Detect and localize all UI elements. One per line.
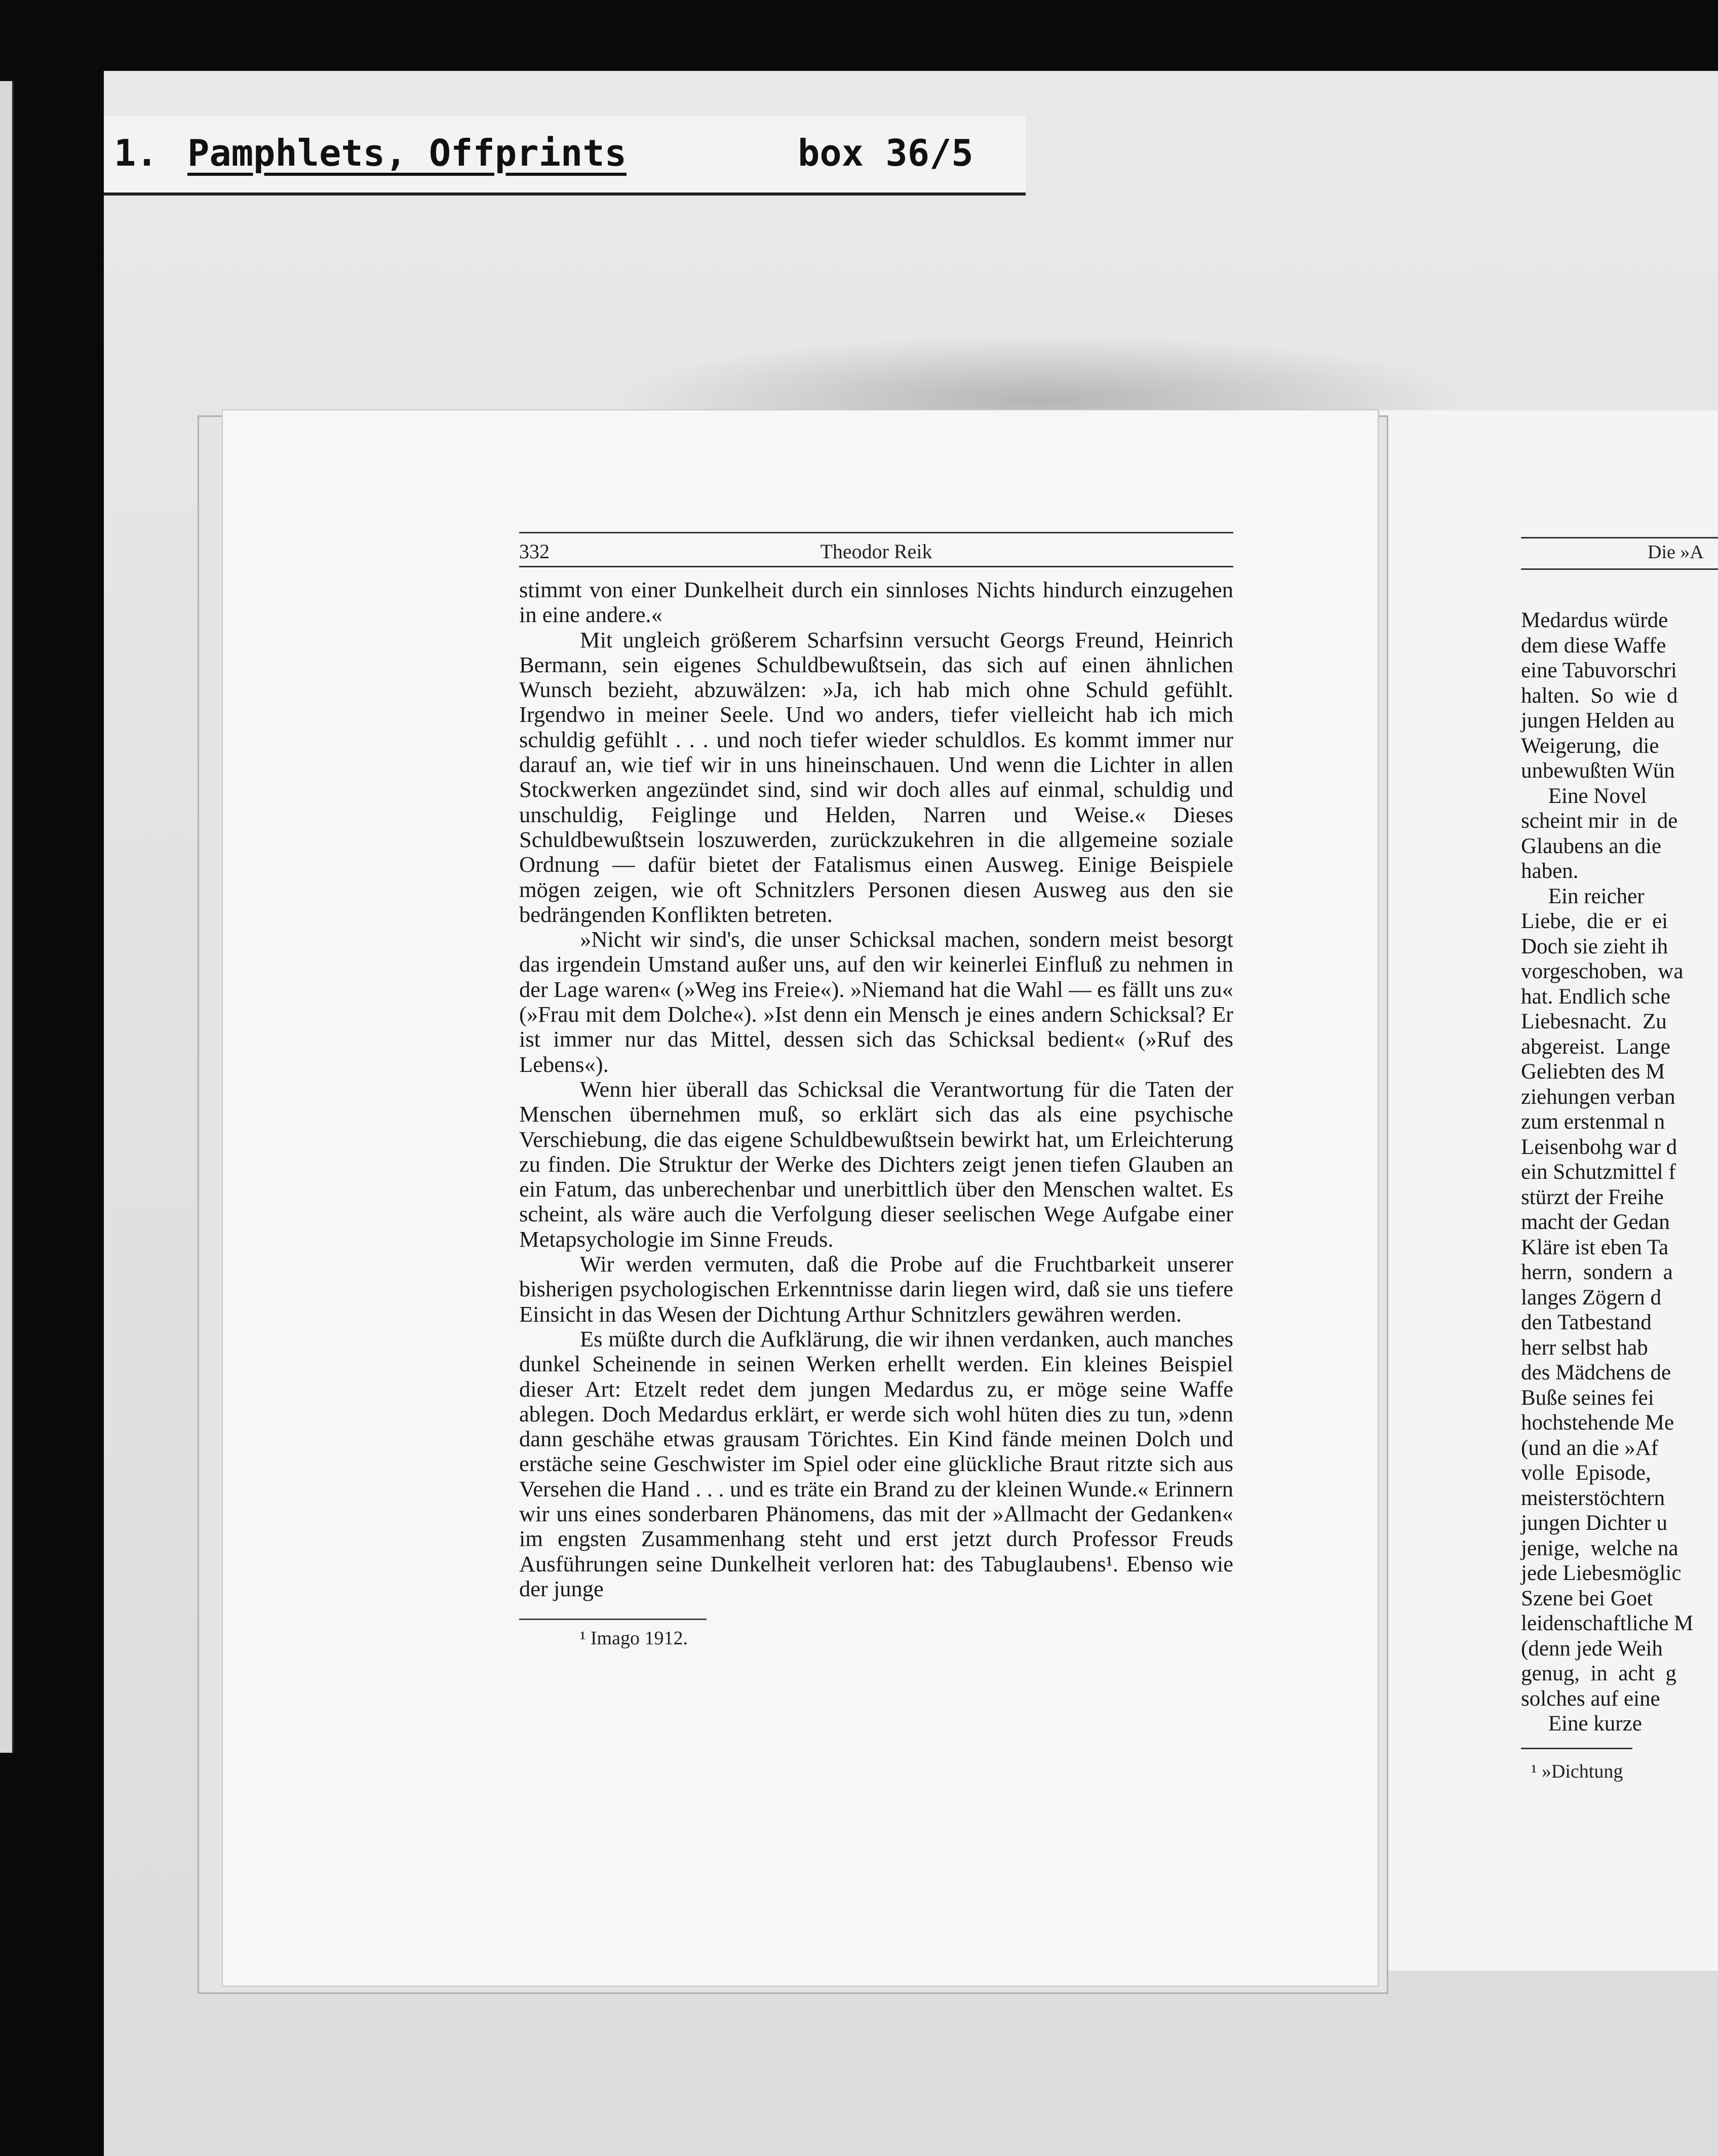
right-page-line: Weigerung, die bbox=[1521, 734, 1659, 758]
page-number: 332 bbox=[519, 540, 550, 563]
right-page-line: herrn, sondern a bbox=[1521, 1260, 1673, 1284]
page-content bbox=[519, 532, 1233, 1649]
right-page-header-rule-bottom bbox=[1521, 568, 1718, 570]
right-page-line: hochstehende Me bbox=[1521, 1411, 1674, 1435]
right-page-line: Doch sie zieht ih bbox=[1521, 934, 1668, 958]
right-page-footnote-rule bbox=[1521, 1748, 1632, 1749]
right-page-line: jenige, welche na bbox=[1521, 1536, 1678, 1560]
running-head: Theodor Reik bbox=[820, 540, 932, 563]
left-book-page bbox=[223, 410, 1378, 1986]
right-page-line: zum erstenmal n bbox=[1521, 1110, 1665, 1134]
body-text bbox=[519, 578, 1233, 1601]
right-page-line: Eine kurze bbox=[1521, 1712, 1642, 1736]
right-page-line: haben. bbox=[1521, 859, 1579, 883]
right-page-line: herr selbst hab bbox=[1521, 1335, 1648, 1360]
right-page-line: hat. Endlich sche bbox=[1521, 984, 1670, 1009]
right-page-line: meisterstöchtern bbox=[1521, 1486, 1665, 1510]
page-header bbox=[519, 533, 1233, 566]
right-page-line: unbewußten Wün bbox=[1521, 759, 1675, 783]
right-page-line: volle Episode, bbox=[1521, 1461, 1651, 1485]
right-page-line: Glaubens an die bbox=[1521, 834, 1662, 858]
right-page-line: solches auf eine bbox=[1521, 1686, 1660, 1711]
right-page-line: jungen Helden au bbox=[1521, 709, 1675, 733]
right-page-line: Liebe, die er ei bbox=[1521, 909, 1668, 933]
paragraph: Wir werden vermuten, daß die Probe auf die Fruchtbarkeit unserer bisherigen psychologischen Erkenntnisse darin liegen wird, daß sie uns tiefere Einsicht in das Wesen der Dichtung Arthur Schnitzlers gewähren werden. bbox=[519, 1251, 1233, 1327]
right-page-line: Szene bei Goet bbox=[1521, 1586, 1653, 1610]
right-page-line: Eine Novel bbox=[1521, 784, 1647, 808]
right-page-footnote: ¹ »Dichtung bbox=[1531, 1761, 1623, 1782]
archive-label-number: 1. bbox=[114, 132, 158, 174]
right-page-line: scheint mir in de bbox=[1521, 809, 1678, 833]
right-page-line: Buße seines fei bbox=[1521, 1385, 1654, 1410]
right-page-line: langes Zögern d bbox=[1521, 1285, 1662, 1310]
right-page-line: macht der Gedan bbox=[1521, 1210, 1670, 1234]
right-page-running-head: Die »A bbox=[1648, 542, 1704, 563]
right-page-line: abgereist. Lange bbox=[1521, 1034, 1670, 1059]
right-page-line: vorgeschoben, wa bbox=[1521, 959, 1684, 983]
right-page-line: Liebesnacht. Zu bbox=[1521, 1010, 1667, 1033]
footnote: ¹ Imago 1912. bbox=[580, 1628, 688, 1649]
right-page-line: leidenschaftliche M bbox=[1521, 1611, 1694, 1635]
adjacent-sheet-edge bbox=[0, 81, 14, 1753]
right-page-line: jede Liebesmöglic bbox=[1521, 1561, 1682, 1585]
right-page-line: dem diese Waffe bbox=[1521, 633, 1666, 658]
right-page-line: Leisenbohg war d bbox=[1521, 1135, 1677, 1159]
paragraph: Wenn hier überall das Schicksal die Verantwortung für die Taten der Menschen übernehmen muß, so erklärt sich das als eine psychische Verschiebung, die das eigene Schuldbewußtsein bewirkt hat, um Erleichterung zu finden. Die Struktur der Werke des Dichters zeigt jenen tiefen Glauben an ein Fatum, das unberechenbar und unerbittlich über den Menschen waltet. Es scheint, als wäre auch die Verfolgung dieser seelischen Wege Aufgabe einer Metapsychologie im Sinne Freuds. bbox=[519, 1076, 1233, 1252]
right-page-line: (denn jede Weih bbox=[1521, 1636, 1663, 1661]
right-page-line: Medardus würde bbox=[1521, 608, 1668, 632]
footnote-rule bbox=[519, 1619, 707, 1620]
header-rule-bottom bbox=[519, 566, 1233, 567]
right-page-line: genug, in acht g bbox=[1521, 1662, 1676, 1685]
right-page-text bbox=[1521, 608, 1693, 1737]
right-page-line: Geliebten des M bbox=[1521, 1060, 1665, 1084]
right-page-line: des Mädchens de bbox=[1521, 1361, 1671, 1384]
right-page-line: stürzt der Freihe bbox=[1521, 1185, 1664, 1209]
paragraph: »Nicht wir sind's, die unser Schicksal machen, sondern meist besorgt das irgendein Umstand außer uns, auf den wir keinerlei Einfluß zu nehmen in der Lage waren« (»Weg ins Freie«). »Niemand hat die Wahl — es fällt uns zu« (»Frau mit dem Dolche«). »Ist denn ein Mensch je eines andern Schicksal? Er ist immer nur das Mittel, dessen sich das Schicksal bedient« (»Ruf des Lebens«). bbox=[519, 927, 1233, 1077]
archive-label-box: box 36/5 bbox=[798, 132, 973, 174]
right-page-line: Kläre ist eben Ta bbox=[1521, 1235, 1669, 1259]
right-page-line: (und an die »Af bbox=[1521, 1436, 1659, 1460]
right-page-line: jungen Dichter u bbox=[1521, 1511, 1667, 1535]
right-page-line: ziehungen verban bbox=[1521, 1085, 1675, 1109]
archive-label bbox=[104, 117, 1026, 196]
archive-label-title: Pamphlets, Offprints bbox=[187, 132, 627, 174]
paragraph: Mit ungleich größerem Scharfsinn versucht Georgs Freund, Heinrich Bermann, sein eigenes Schuldbewußtsein, das sich auf einen ähnlichen Wunsch bezieht, abzuwälzen: »Ja, ich hab mich ohne Schuld gefühlt. Irgendwo in meiner Seele. Und wo anders, tiefer vielleicht hab ich mich schuldig gefühlt . . . und noch tiefer wieder schuldlos. Es kommt immer nur darauf an, wie tief wir in uns hineinschauen. Und wenn die Lichter in allen Stockwerken angezündet sind, sind wir doch alles auf einmal, schuldig und unschuldig, Feiglinge und Helden, Narren und Weise.« Dieses Schuldbewußtsein loszuwerden, zurückzukehren in die allgemeine soziale Ordnung — dafür bietet der Fatalismus einen Ausweg. Einige Beispiele mögen zeigen, wie oft Schnitzlers Personen diesen Ausweg aus den sie bedrängenden Konflikten betreten. bbox=[519, 627, 1233, 927]
paragraph: Es müßte durch die Aufklärung, die wir ihnen verdanken, auch manches dunkel Scheinende in seinen Werken erhellt werden. Ein kleines Beispiel dieser Art: Etzelt redet dem jungen Medardus zu, er möge seine Waffe ablegen. Doch Medardus erklärt, er werde sich wohl hüten dies zu tun, »denn dann geschähe etwas grausam Törichtes. Ein Kind fände meinen Dolch und erstäche seine Geschwister im Spiel oder eine glückliche Braut ritzte sich aus Versehen die Hand . . . und es träte ein Brand zu der kleinen Wunde.« Erinnern wir uns eines sonderbaren Phänomens, das mit der »Allmacht der Gedanken« im engsten Zusammenhang steht und erst jetzt durch Professor Freuds Ausführungen seine Dunkelheit verloren hat: des Tabuglaubens¹. Ebenso wie der junge bbox=[519, 1326, 1233, 1601]
right-page-line: den Tatbestand bbox=[1521, 1311, 1652, 1334]
right-book-page bbox=[1378, 410, 1718, 1971]
right-page-line: eine Tabuvorschri bbox=[1521, 659, 1677, 682]
paragraph: stimmt von einer Dunkelheit durch ein sinnloses Nichts hindurch einzugehen in eine andere.« bbox=[519, 577, 1233, 628]
right-page-line: ein Schutzmittel f bbox=[1521, 1160, 1676, 1184]
right-page-line: halten. So wie d bbox=[1521, 683, 1678, 708]
right-page-header-rule-top bbox=[1521, 537, 1718, 538]
right-page-line: Ein reicher bbox=[1521, 884, 1645, 908]
